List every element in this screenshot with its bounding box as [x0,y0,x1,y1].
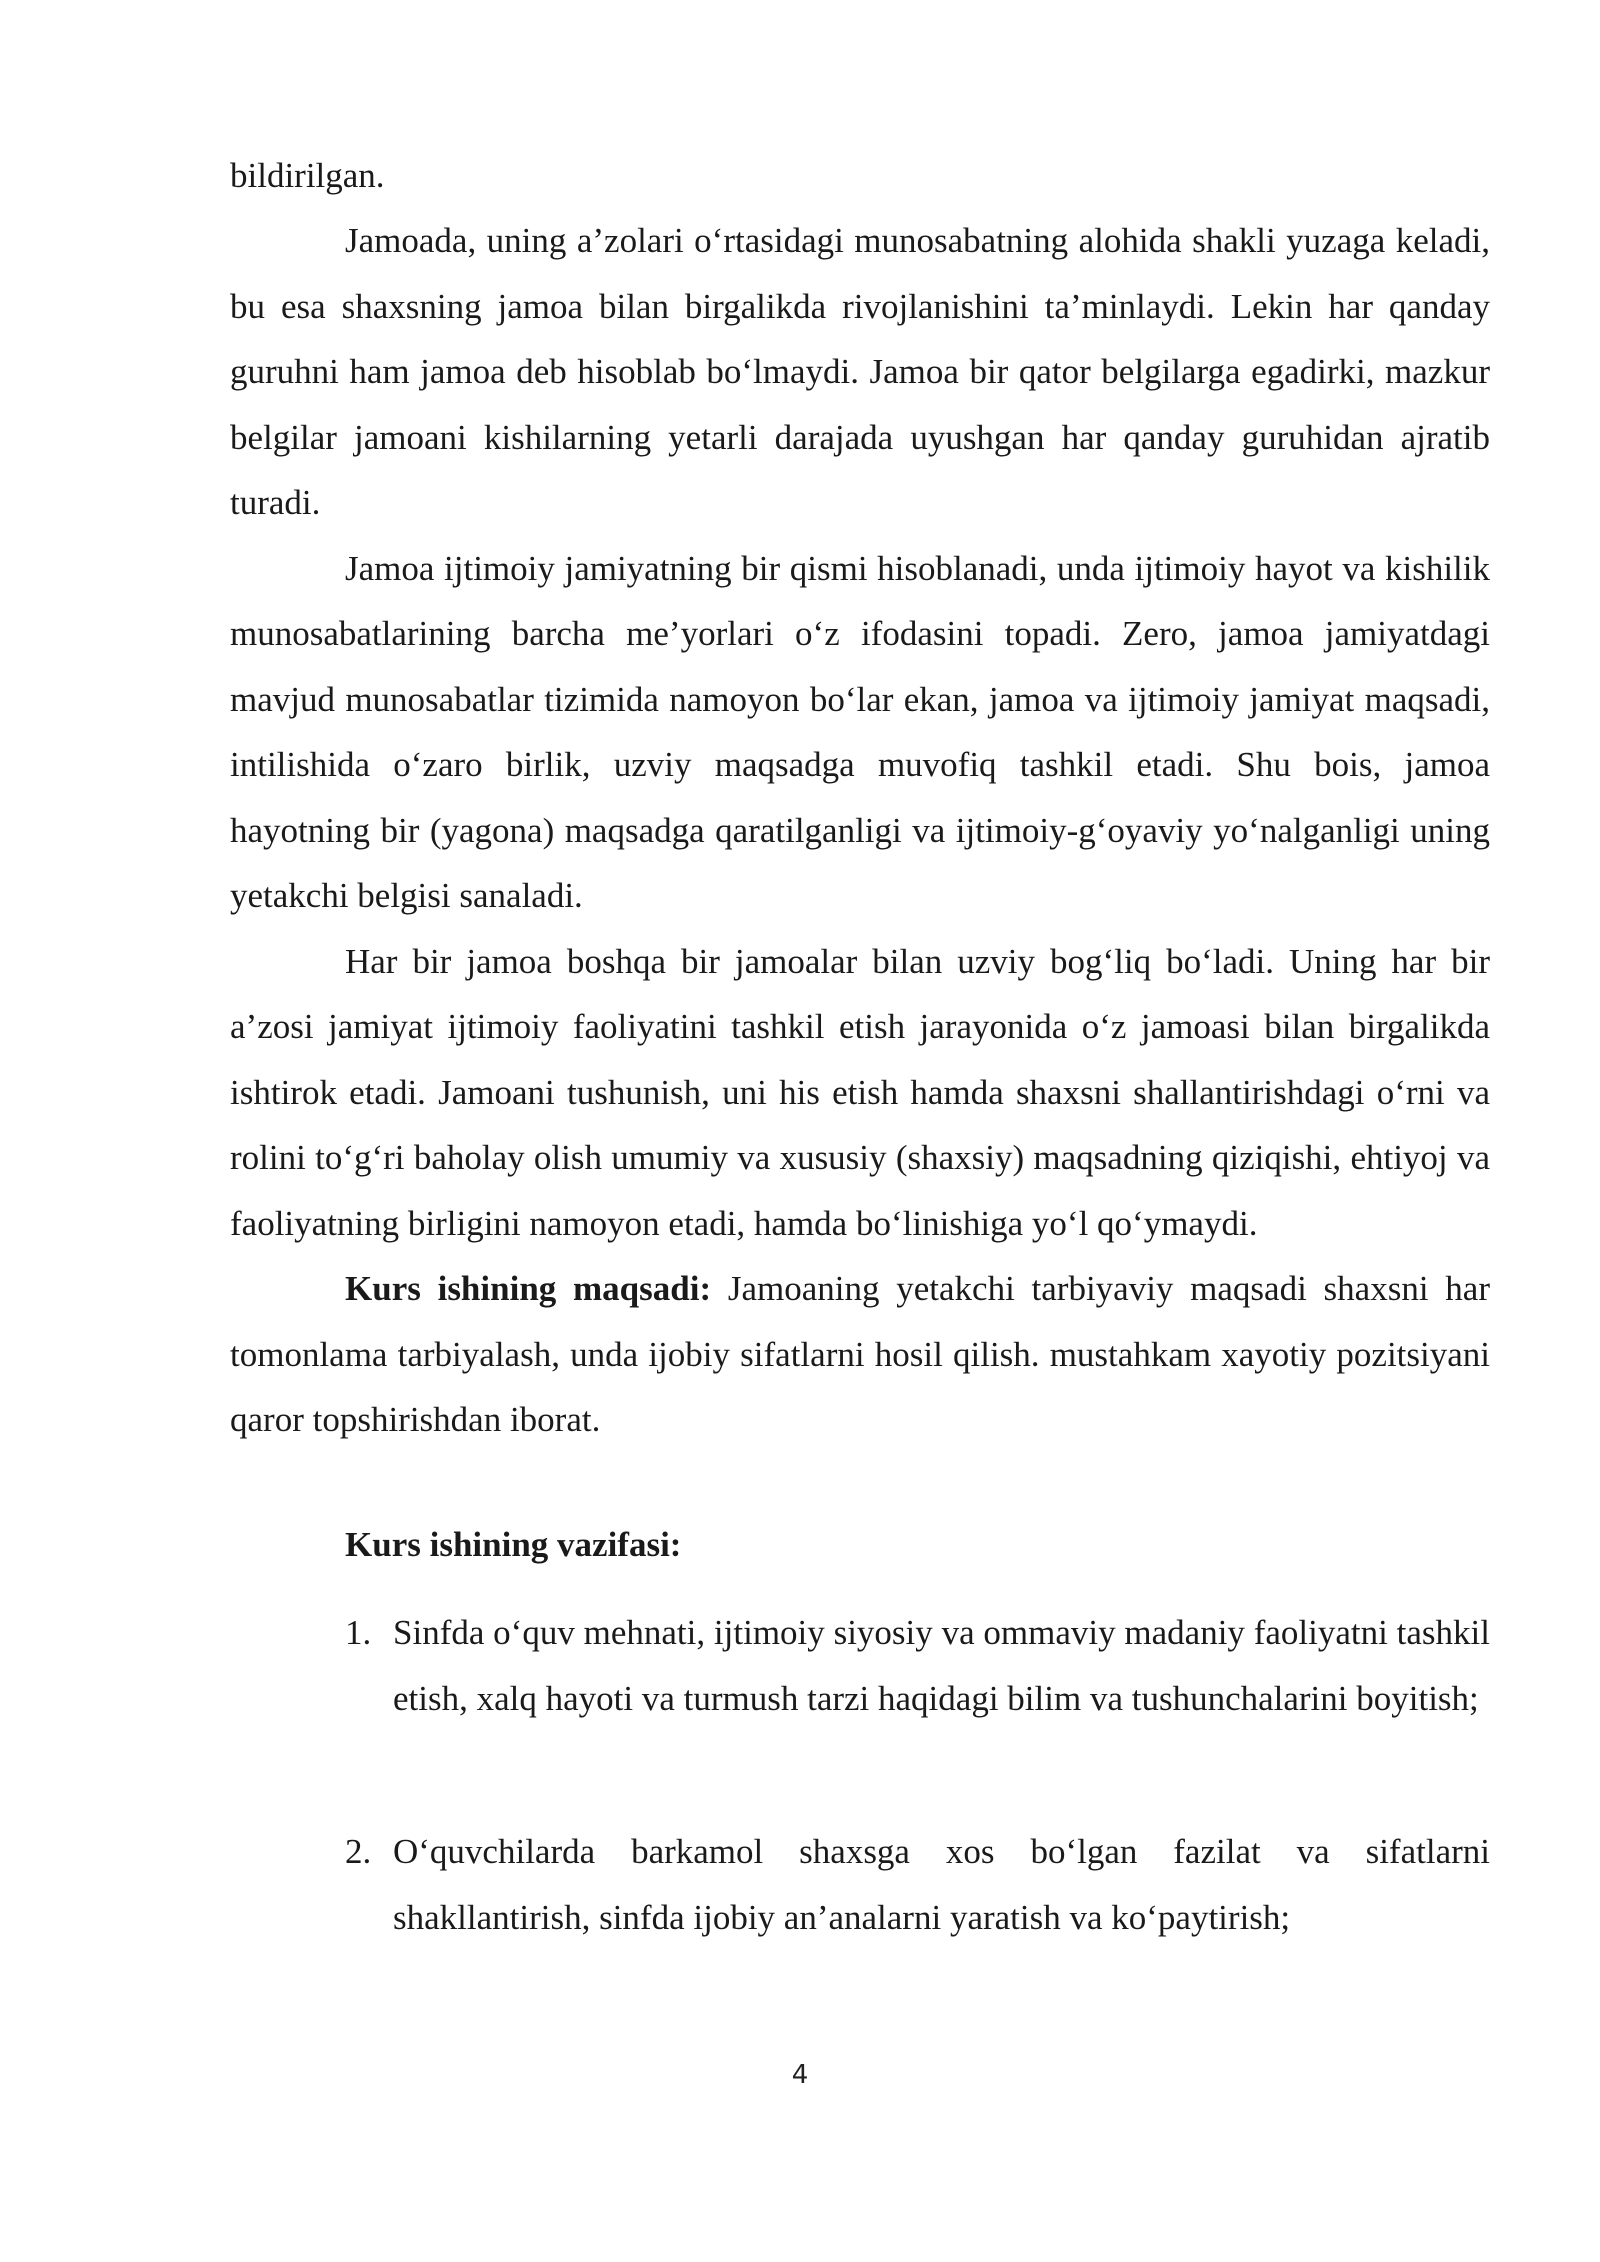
paragraph-2: Jamoa ijtimoiy jamiyatning bir qismi hisoblanadi, unda ijtimoiy hayot va kishilik munosabatlarining barcha me’yorlari o‘z ifodasini topadi. Zero, jamoa jamiyatdagi mavjud munosabatlar tizimida namoyon bo‘lar ekan, jamoa va ijtimoiy jamiyat maqsadi, intilishida o‘zaro birlik, uzviy maqsadga muvofiq tashkil etadi. Shu bois, jamoa hayotning bir (yagona) maqsadga qaratilganligi va ijtimoiy-g‘oyaviy yo‘nalganligi uning yetakchi belgisi sanaladi. [230,548,1490,915]
goal-text: Jamoaning yetakchi tarbiyaviy maqsadi shaxsni har tomonlama tarbiyalash, unda ijobiy sifatlarni hosil qilish. mustahkam xayotiy pozitsiyani qaror topshirishdan iborat. [230,1269,1490,1439]
goal-label: Kurs ishining maqsadi: [345,1269,712,1308]
paragraph-1: Jamoada, uning a’zolari o‘rtasidagi munosabatning alohida shakli yuzaga keladi, bu esa shaxsning jamoa bilan birgalikda rivojlanishini ta’minlaydi. Lekin har qanday guruhni ham jamoa deb hisoblab bo‘lmaydi. Jamoa bir qator belgilarga egadirki, mazkur belgilar jamoani kishilarning yetarli darajada uyushgan har qanday guruhidan ajratib turadi. [230,221,1490,522]
list-item [345,1819,1490,1950]
goal-paragraph [230,1256,1490,1453]
continuation-text: bildirilgan. [230,156,385,195]
list-text: Sinfda o‘quv mehnati, ijtimoiy siyosiy va ommaviy madaniy faoliyatni tashkil etish, xalq hayoti va turmush tarzi haqidagi bilim va tushunchalarini boyitish; [393,1613,1490,1718]
list-item [345,1600,1490,1731]
task-list-1 [345,1600,1490,1731]
body-text [230,208,1490,1453]
paragraph-3: Har bir jamoa boshqa bir jamoalar bilan uzviy bog‘liq bo‘ladi. Uning har bir a’zosi jamiyat ijtimoiy faoliyatini tashkil etish jarayonida o‘z jamoasi bilan birgalikda ishtirok etadi. Jamoani tushunish, uni his etish hamda shaxsni shallantirishdagi o‘rni va rolini to‘g‘ri baholay olish umumiy va xususiy (shaxsiy) maqsadning qiziqishi, ehtiyoj va faoliyatning birligini namoyon etadi, hamda bo‘linishiga yo‘l qo‘ymaydi. [230,941,1490,1243]
task-list-2 [345,1819,1490,1950]
tasks-heading: Kurs ishining vazifasi: [345,1525,682,1564]
list-number: 1. [345,1613,372,1652]
list-text: O‘quvchilarda barkamol shaxsga xos bo‘lgan fazilat va sifatlarni shakllantirish, sinfda ijobiy an’analarni yaratish va ko‘paytirish; [393,1832,1490,1937]
list-number: 2. [345,1832,372,1871]
page-number: 4 [791,2060,809,2090]
